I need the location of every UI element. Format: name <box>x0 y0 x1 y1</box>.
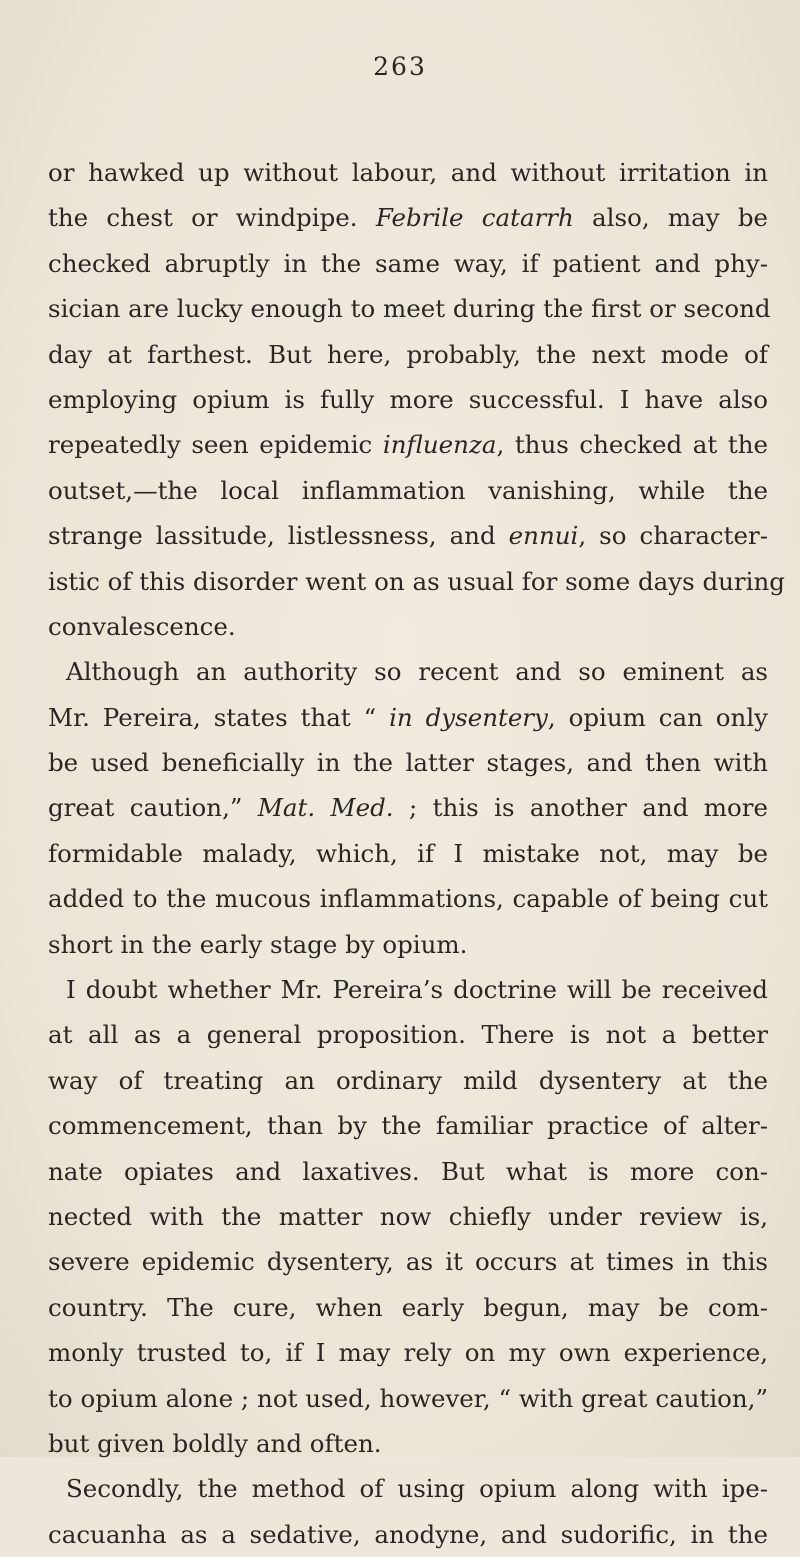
text-line <box>48 1058 768 1103</box>
text-segment: cacuanha as a sedative, anodyne, and sudorific, in the <box>48 1519 768 1549</box>
text-segment: , opium can only <box>547 702 769 732</box>
text-segment: way of treating an ordinary mild dysentery at the <box>48 1065 768 1095</box>
text-line <box>48 831 768 876</box>
text-segment: to opium alone ; not used, however, “ with great caution,” <box>48 1383 768 1413</box>
text-line <box>48 286 771 331</box>
text-segment: nected with the matter now chiefly under review is, <box>48 1201 768 1231</box>
italic-segment: ennui <box>508 521 579 551</box>
italic-segment: in dysentery <box>389 702 548 732</box>
body-text <box>48 150 785 1557</box>
text-line <box>48 195 768 240</box>
text-segment: at all as a general proposition. There is not a better <box>48 1020 768 1050</box>
text-segment: , thus checked at the <box>496 430 768 460</box>
text-segment: country. The cure, when early begun, may be com- <box>48 1292 768 1322</box>
text-segment: day at farthest. But here, probably, the next mode of <box>48 339 768 369</box>
text-line <box>48 1285 768 1330</box>
text-line <box>48 422 768 467</box>
text-segment: istic of this disorder went on as usual for some days during <box>48 566 785 596</box>
text-segment: employing opium is fully more successful. I have also <box>48 384 768 414</box>
text-segment: the chest or windpipe. <box>48 203 376 233</box>
text-segment: ; this is another and more <box>393 793 768 823</box>
text-line <box>48 695 768 740</box>
text-line <box>48 649 768 694</box>
text-segment: I doubt whether Mr. Pereira’s doctrine will be received <box>66 975 768 1005</box>
text-line <box>48 604 768 649</box>
text-segment: be used beneficially in the latter stages, and then with <box>48 748 768 778</box>
text-segment: convalescence. <box>48 611 236 641</box>
text-line <box>48 967 768 1012</box>
text-segment: short in the early stage by opium. <box>48 929 468 959</box>
italic-segment: influenza <box>382 430 497 460</box>
text-line <box>48 876 768 921</box>
italic-segment: Febrile catarrh <box>375 203 574 233</box>
text-segment: repeatedly seen epidemic <box>48 430 383 460</box>
text-line <box>48 922 768 967</box>
text-line <box>48 1512 768 1557</box>
text-line <box>48 1239 768 1284</box>
text-line <box>48 377 768 422</box>
text-line <box>48 1376 768 1421</box>
italic-segment: Mat. Med. <box>257 793 394 823</box>
page-number: 263 <box>373 52 427 81</box>
text-line <box>48 1194 768 1239</box>
text-segment: commencement, than by the familiar practice of alter- <box>48 1111 768 1141</box>
text-line <box>48 1012 768 1057</box>
text-segment: also, may be <box>573 203 768 233</box>
text-line <box>48 241 768 286</box>
text-segment: monly trusted to, if I may rely on my own experience, <box>48 1338 768 1368</box>
text-line <box>48 1149 768 1194</box>
text-line <box>48 740 768 785</box>
text-segment: Although an authority so recent and so eminent as <box>66 657 768 687</box>
text-segment: severe epidemic dysentery, as it occurs at times in this <box>48 1247 768 1277</box>
text-segment: formidable malady, which, if I mistake not, may be <box>48 838 768 868</box>
text-segment: outset,—the local inflammation vanishing, while the <box>48 475 768 505</box>
text-segment: but given boldly and often. <box>48 1428 382 1458</box>
text-segment: added to the mucous inflammations, capable of being cut <box>48 884 768 914</box>
text-segment: great caution,” <box>48 793 258 823</box>
text-line <box>48 1330 768 1375</box>
text-line <box>48 150 768 195</box>
text-line <box>48 1421 768 1466</box>
text-line <box>48 785 768 830</box>
text-segment: or hawked up without labour, and without irritation in <box>48 158 768 187</box>
text-segment: Mr. Pereira, states that “ <box>48 702 390 732</box>
text-segment: checked abruptly in the same way, if patient and phy- <box>48 248 768 278</box>
text-line <box>48 468 768 513</box>
text-line <box>48 1103 768 1148</box>
text-segment: Secondly, the method of using opium along with ipe- <box>66 1474 768 1504</box>
text-segment: strange lassitude, listlessness, and <box>48 521 509 551</box>
text-line <box>48 332 768 377</box>
text-segment: sician are lucky enough to meet during the first or second <box>48 294 771 324</box>
text-line <box>48 513 768 558</box>
text-segment: , so character- <box>578 521 768 551</box>
text-line <box>48 1466 768 1511</box>
text-segment: nate opiates and laxatives. But what is more con- <box>48 1156 768 1186</box>
text-line <box>48 559 785 604</box>
